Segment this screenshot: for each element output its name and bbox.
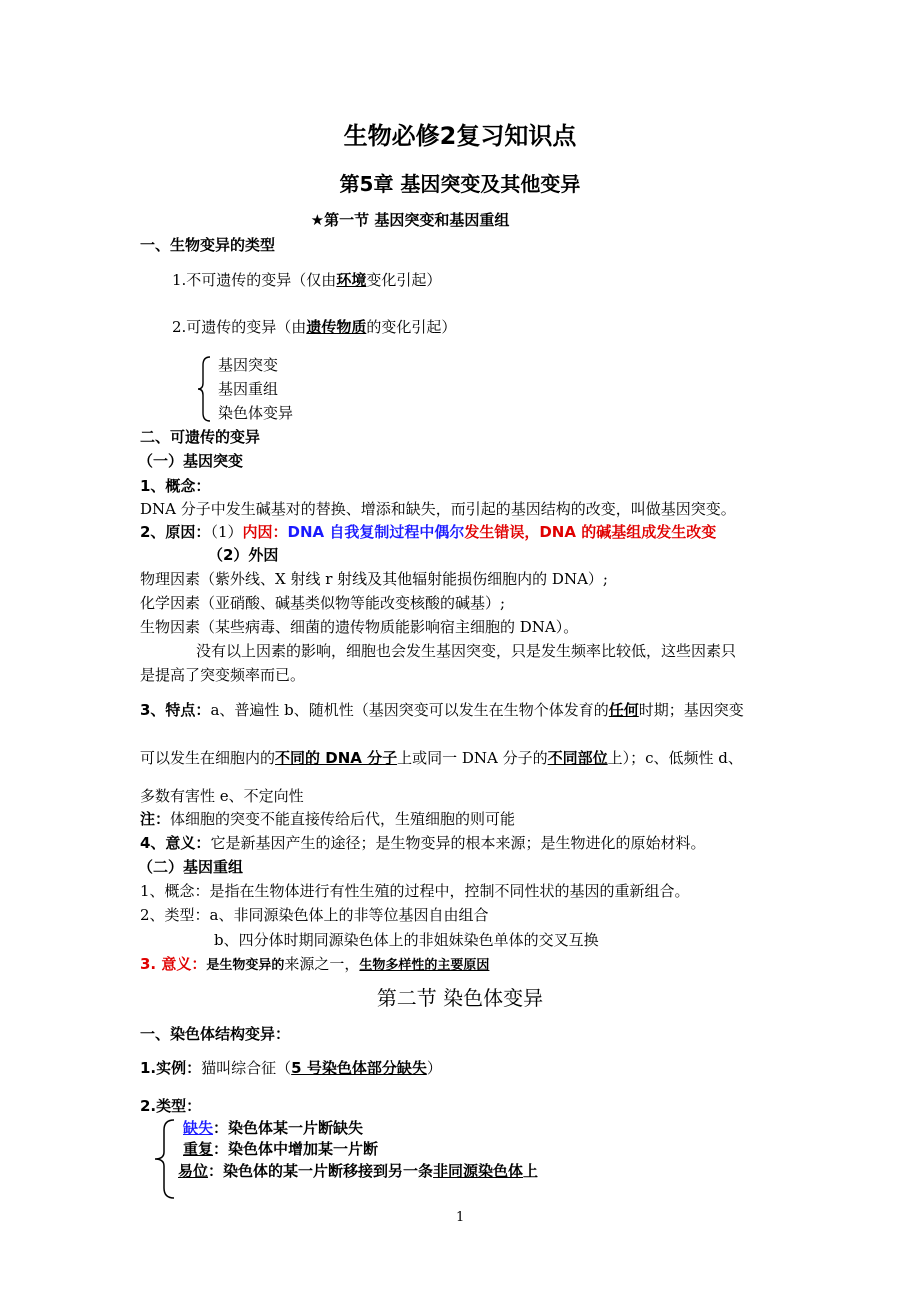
type-chromosome-variation: 染色体变异 [218, 404, 294, 422]
type-text: 上 [523, 1162, 539, 1180]
key-term: 遗传物质 [306, 318, 367, 336]
heading-variation-types: 一、生物变异的类型 [140, 236, 276, 254]
biological-factors: 生物因素（某些病毒、细菌的遗传物质能影响宿主细胞的 DNA）。 [140, 618, 579, 636]
subheading-recombination: （二）基因重组 [138, 858, 244, 876]
type-gene-mutation: 基因突变 [218, 356, 279, 374]
inner-cause-label: 内因： [242, 523, 288, 541]
heading-structural-variation: 一、染色体结构变异： [140, 1025, 291, 1043]
example-text: 猫叫综合征（ [201, 1059, 292, 1077]
key-term: 任何 [608, 701, 639, 719]
brace-icon [152, 1118, 176, 1200]
type-duplication [183, 1139, 378, 1159]
recombination-type-a: 2、类型：a、非同源染色体上的非等位基因自由组合 [140, 906, 489, 924]
inner-cause-error: 发生错误 [464, 523, 525, 541]
physical-factors: 物理因素（紫外线、X 射线 r 射线及其他辐射能损伤细胞内的 DNA）; [140, 570, 608, 588]
section-title-2: 第二节 染色体变异 [376, 986, 544, 1010]
text-concept: DNA 分子中发生碱基对的替换、增添和缺失，而引起的基因结构的改变，叫做基因突变。 [140, 500, 736, 518]
type-translocation [178, 1161, 538, 1181]
recombination-type-b: b、四分体时期同源染色体上的非姐妹染色单体的交叉互换 [214, 931, 599, 949]
features-text: 时期；基因突变 [638, 701, 744, 719]
brace-icon [196, 355, 212, 423]
key-term: 不同的 DNA 分子 [275, 749, 398, 767]
features-line-2 [140, 748, 743, 768]
inner-cause-end: ，DNA 的碱基组成发生改变 [524, 523, 717, 541]
key-term: 缺失 [183, 1119, 214, 1137]
recombination-significance [140, 954, 489, 976]
type-recombination: 基因重组 [218, 380, 279, 398]
item-text: 的变化引起） [366, 318, 457, 336]
section-title-1: ★第一节 基因突变和基因重组 [310, 211, 510, 229]
features-text: 上或同一 DNA 分子的 [397, 749, 548, 767]
significance-text: 来源之一， [284, 955, 360, 973]
type-text: ：染色体中增加某一片断 [213, 1140, 379, 1158]
page-number: 1 [456, 1210, 465, 1225]
note-line-2: 是提高了突变频率而已。 [140, 666, 306, 684]
chapter-title: 第5章 基因突变及其他变异 [339, 172, 581, 196]
significance-line [140, 833, 705, 853]
cause-num: （1） [210, 523, 243, 541]
cause-line [140, 522, 716, 542]
example-text: ） [426, 1059, 442, 1077]
item-text: 1.不可遗传的变异（仅由 [172, 271, 337, 289]
label-example: 1.实例： [140, 1059, 202, 1077]
note-line-1: 没有以上因素的影响，细胞也会发生基因突变，只是发生频率比较低，这些因素只 [196, 642, 737, 660]
key-term: 易位 [178, 1162, 209, 1180]
features-text: 可以发生在细胞内的 [140, 749, 276, 767]
significance-text: 是生物变异的 [206, 958, 285, 973]
features-line-1 [140, 700, 744, 720]
inner-cause-text: DNA 自我复制过程中偶尔 [287, 523, 465, 541]
recombination-concept: 1、概念：是指在生物体进行有性生殖的过程中，控制不同性状的基因的重新组合。 [140, 882, 690, 900]
features-text: a、普遍性 b、随机性（基因突变可以发生在生物个体发育的 [210, 701, 609, 719]
type-text: ：染色体某一片断缺失 [213, 1119, 364, 1137]
subheading-mutation: （一）基因突变 [138, 452, 244, 470]
label-cause: 2、原因： [140, 523, 211, 541]
example-line [140, 1058, 442, 1078]
item-heritable [172, 317, 456, 337]
label-concept: 1、概念： [140, 477, 211, 495]
outer-cause: （2）外因 [208, 546, 279, 564]
label-features: 3、特点： [140, 701, 211, 719]
note-somatic [140, 809, 515, 829]
item-text: 变化引起） [366, 271, 442, 289]
note-text: 体细胞的突变不能直接传给后代，生殖细胞的则可能 [170, 810, 516, 828]
label-significance: 3. 意义： [140, 955, 207, 973]
heading-heritable: 二、可遗传的变异 [140, 428, 261, 446]
type-text: ：染色体的某一片断移接到另一条 [208, 1162, 434, 1180]
item-text: 2.可遗传的变异（由 [172, 318, 307, 336]
key-term: 环境 [336, 271, 367, 289]
page-title: 生物必修2复习知识点 [343, 122, 577, 150]
label-types: 2.类型： [140, 1097, 202, 1115]
significance-text: 它是新基因产生的途径；是生物变异的根本来源；是生物进化的原始材料。 [210, 834, 706, 852]
key-term: 生物多样性的主要原因 [359, 958, 490, 973]
key-term: 不同部位 [547, 749, 608, 767]
label-note: 注： [140, 810, 171, 828]
key-term: 重复 [183, 1140, 214, 1158]
item-non-heritable [172, 270, 441, 290]
key-term: 5 号染色体部分缺失 [291, 1059, 427, 1077]
type-deletion [183, 1118, 363, 1138]
chemical-factors: 化学因素（亚硝酸、碱基类似物等能改变核酸的碱基）; [140, 594, 506, 612]
key-term: 非同源染色体 [433, 1162, 524, 1180]
label-significance: 4、意义： [140, 834, 211, 852]
features-text: 上）；c、低频性 d、 [607, 749, 743, 767]
features-line-3: 多数有害性 e、不定向性 [140, 787, 304, 805]
